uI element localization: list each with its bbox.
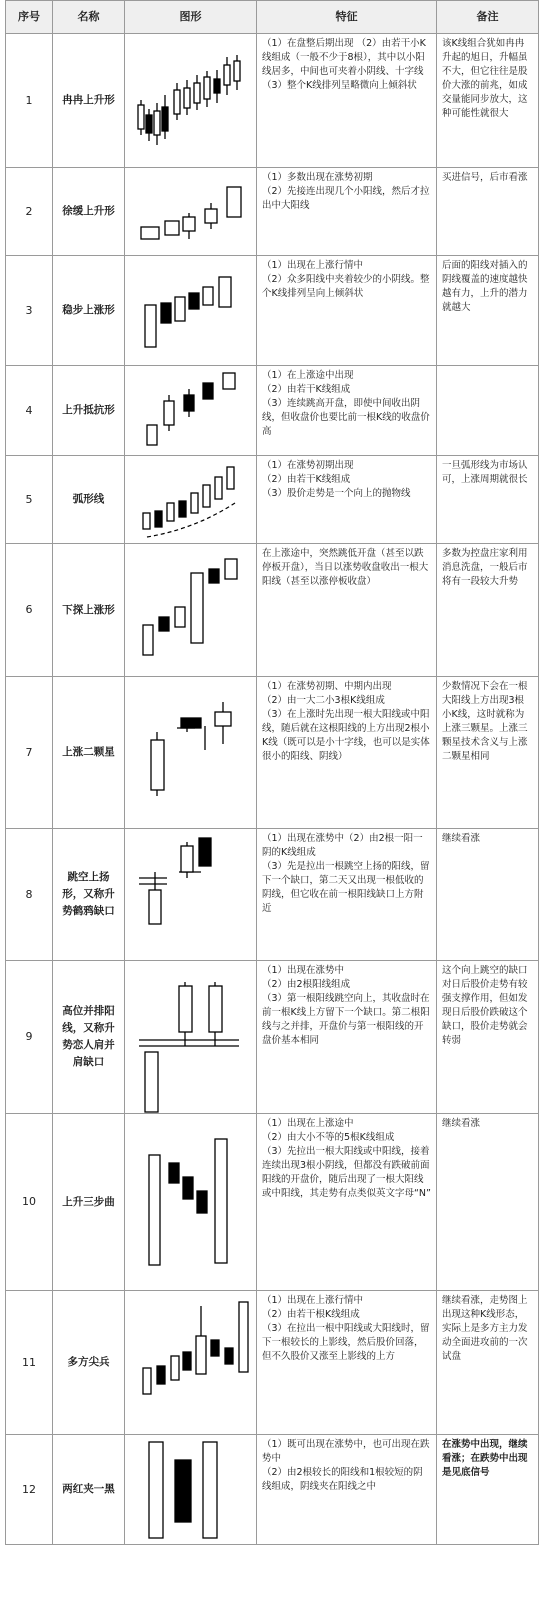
row-name: 上升三步曲: [53, 1114, 125, 1291]
feature-line: （3）在上涨时先出现一根大阳线或中阳线，随后就在这根阳线的上方出现2根小K线（既可以是小十字线，也可以是实体很小的阳线、阴线）: [262, 709, 430, 762]
feature-line: （1）在上涨途中出现: [262, 370, 354, 381]
candlestick-figure-5: [125, 457, 257, 543]
row-note: 继续看涨: [437, 829, 539, 961]
row-name: 弧形线: [53, 456, 125, 544]
row-figure: [125, 544, 257, 677]
row-name: 上升抵抗形: [53, 366, 125, 456]
candlestick-pattern-table: [5, 0, 539, 1545]
row-figure: [125, 256, 257, 366]
row-figure: [125, 456, 257, 544]
feature-line: （1）出现在涨势中: [262, 965, 345, 976]
candlestick-figure-11: [125, 1292, 257, 1434]
row-no: 5: [6, 456, 53, 544]
candlestick-figure-8: [125, 830, 257, 960]
row-figure: [125, 168, 257, 256]
table-row: [6, 256, 539, 366]
row-features: [257, 1291, 437, 1435]
row-figure: [125, 1435, 257, 1545]
row-no: 10: [6, 1114, 53, 1291]
row-features: [257, 1114, 437, 1291]
table-row: [6, 1435, 539, 1545]
table-row: [6, 1114, 539, 1291]
row-note: 这个向上跳空的缺口对日后股价走势有较强支撑作用，但如发现日后股价跌破这个缺口，股价走势就会转弱: [437, 961, 539, 1114]
row-name: 多方尖兵: [53, 1291, 125, 1435]
row-note: 一旦弧形线为市场认可，上涨周期就很长: [437, 456, 539, 544]
row-note: 继续看涨，走势图上出现这种K线形态，实际上是多方主力发动全面进攻前的一次试盘: [437, 1291, 539, 1435]
row-features: [257, 256, 437, 366]
feature-line: （2）由一大二小3根K线组成: [262, 695, 385, 706]
row-features: [257, 1435, 437, 1545]
row-no: 12: [6, 1435, 53, 1545]
row-note: 少数情况下会在一根大阳线上方出现3根小K线，这时就称为上涨三颗星。上涨三颗星技术含义与上涨二颗星相同: [437, 677, 539, 829]
candlestick-figure-3: [125, 257, 257, 365]
row-no: 6: [6, 544, 53, 677]
row-no: 1: [6, 34, 53, 168]
feature-line: （1）出现在上涨行情中: [262, 1295, 364, 1306]
header-feature: 特征: [257, 1, 437, 34]
feature-line: （2）由2根较长的阳线和1根较短的阴线组成，阴线夹在阳线之中: [262, 1467, 423, 1492]
pattern-table-container: [5, 0, 538, 1545]
row-figure: [125, 829, 257, 961]
row-features: [257, 168, 437, 256]
feature-line: （3）先拉出一根大阳线或中阳线，接着连续出现3根小阴线，但都没有跌破前面阳线的开盘价，随后出现了一根大阳线或中阳线，其走势有点类似英文字母“N”: [262, 1146, 431, 1199]
feature-line: （1）出现在上涨行情中: [262, 260, 364, 271]
candlestick-figure-10: [125, 1115, 257, 1290]
row-no: 4: [6, 366, 53, 456]
table-header-row: [6, 1, 539, 34]
row-figure: [125, 1291, 257, 1435]
feature-line: （3）股价走势是一个向上的抛物线: [262, 488, 411, 499]
row-name: 跳空上扬形，又称升势鹤鸦缺口: [53, 829, 125, 961]
feature-line: （1）在涨势初期、中期内出现: [262, 681, 392, 692]
header-note: 备注: [437, 1, 539, 34]
row-name: 下探上涨形: [53, 544, 125, 677]
feature-line: （3）整个K线排列呈略微向上倾斜状: [262, 80, 417, 91]
row-no: 7: [6, 677, 53, 829]
row-features: [257, 677, 437, 829]
table-row: [6, 366, 539, 456]
table-row: [6, 456, 539, 544]
row-name: 徐缓上升形: [53, 168, 125, 256]
row-note: 在涨势中出现，继续看涨；在跌势中出现是见底信号: [437, 1435, 539, 1545]
row-features: [257, 34, 437, 168]
row-note: 继续看涨: [437, 1114, 539, 1291]
candlestick-figure-9: [125, 962, 257, 1113]
row-no: 9: [6, 961, 53, 1114]
row-features: [257, 456, 437, 544]
header-name: 名称: [53, 1, 125, 34]
table-row: [6, 168, 539, 256]
feature-line: （2）由大小不等的5根K线组成: [262, 1132, 395, 1143]
candlestick-figure-6: [125, 545, 257, 676]
feature-line: （1）在盘整后期出现 （2）由若干小K线组成（一般不少于8根），其中以小阳线居多，中间也可夹着小阴线、十字线: [262, 38, 426, 77]
feature-line: （2）众多阳线中夹着较少的小阴线。整个K线排列呈向上倾斜状: [262, 274, 430, 299]
row-figure: [125, 1114, 257, 1291]
feature-line: （1）多数出现在涨势初期: [262, 172, 373, 183]
feature-line: （2）由若干根K线组成: [262, 1309, 360, 1320]
table-row: [6, 1291, 539, 1435]
feature-line: （1）既可出现在涨势中，也可出现在跌势中: [262, 1439, 430, 1464]
feature-line: （2）先接连出现几个小阳线，然后才拉出中大阳线: [262, 186, 430, 211]
row-no: 3: [6, 256, 53, 366]
feature-line: （3）第一根阳线跳空向上，其收盘时在前一根K线上方留下一个缺口。第二根阳线与之并排，开盘价与第一根阳线的开盘价基本相同: [262, 993, 430, 1046]
candlestick-figure-1: [125, 35, 257, 167]
feature-line: （2）由若干K线组成: [262, 474, 351, 485]
table-row: [6, 961, 539, 1114]
feature-line: （3）连续跳高开盘，即使中间收出阴线，但收盘价也要比前一根K线的收盘价高: [262, 398, 430, 437]
row-note: 后面的阳线对插入的阴线覆盖的速度越快越有力，上升的潜力就越大: [437, 256, 539, 366]
candlestick-figure-2: [125, 169, 257, 255]
feature-line: 在上涨途中，突然跳低开盘（甚至以跌停板开盘），当日以涨势收盘收出一根大阳线（甚至以涨停板收盘）: [262, 548, 429, 587]
feature-line: （2）由若干K线组成: [262, 384, 351, 395]
table-row: [6, 829, 539, 961]
row-note: 买进信号，后市看涨: [437, 168, 539, 256]
feature-line: （1）出现在涨势中（2）由2根一阳一阴的K线组成: [262, 833, 423, 858]
row-name: 高位并排阳线，又称升势恋人肩并肩缺口: [53, 961, 125, 1114]
table-row: [6, 544, 539, 677]
row-name: 两红夹一黑: [53, 1435, 125, 1545]
table-row: [6, 34, 539, 168]
row-features: [257, 544, 437, 677]
feature-line: （1）在涨势初期出现: [262, 460, 354, 471]
row-figure: [125, 961, 257, 1114]
row-figure: [125, 677, 257, 829]
row-no: 8: [6, 829, 53, 961]
feature-line: （2）由2根阳线组成: [262, 979, 351, 990]
row-figure: [125, 366, 257, 456]
candlestick-figure-12: [125, 1436, 257, 1544]
row-no: 2: [6, 168, 53, 256]
row-note: 该K线组合犹如冉冉升起的旭日，升幅虽不大，但它往往是股价大涨的前兆，如成交量能同步放大，这种可能性就很大: [437, 34, 539, 168]
row-features: [257, 961, 437, 1114]
row-note: 多数为控盘庄家利用消息洗盘，一般后市将有一段较大升势: [437, 544, 539, 677]
feature-line: （1）出现在上涨途中: [262, 1118, 354, 1129]
row-features: [257, 366, 437, 456]
row-features: [257, 829, 437, 961]
feature-line: （3）先是拉出一根跳空上扬的阳线，留下一个缺口，第二天又出现一根低收的阴线，但它收在前一根阳线缺口上方附近: [262, 861, 430, 914]
row-note: [437, 366, 539, 456]
header-figure: 图形: [125, 1, 257, 34]
row-name: 稳步上涨形: [53, 256, 125, 366]
feature-line: （3）在拉出一根中阳线或大阳线时，留下一根较长的上影线，然后股价回落，但不久股价又涨至上影线的上方: [262, 1323, 430, 1362]
row-figure: [125, 34, 257, 168]
header-no: 序号: [6, 1, 53, 34]
candlestick-figure-4: [125, 367, 257, 455]
row-name: 冉冉上升形: [53, 34, 125, 168]
row-no: 11: [6, 1291, 53, 1435]
candlestick-figure-7: [125, 678, 257, 828]
row-name: 上涨二颗星: [53, 677, 125, 829]
table-row: [6, 677, 539, 829]
